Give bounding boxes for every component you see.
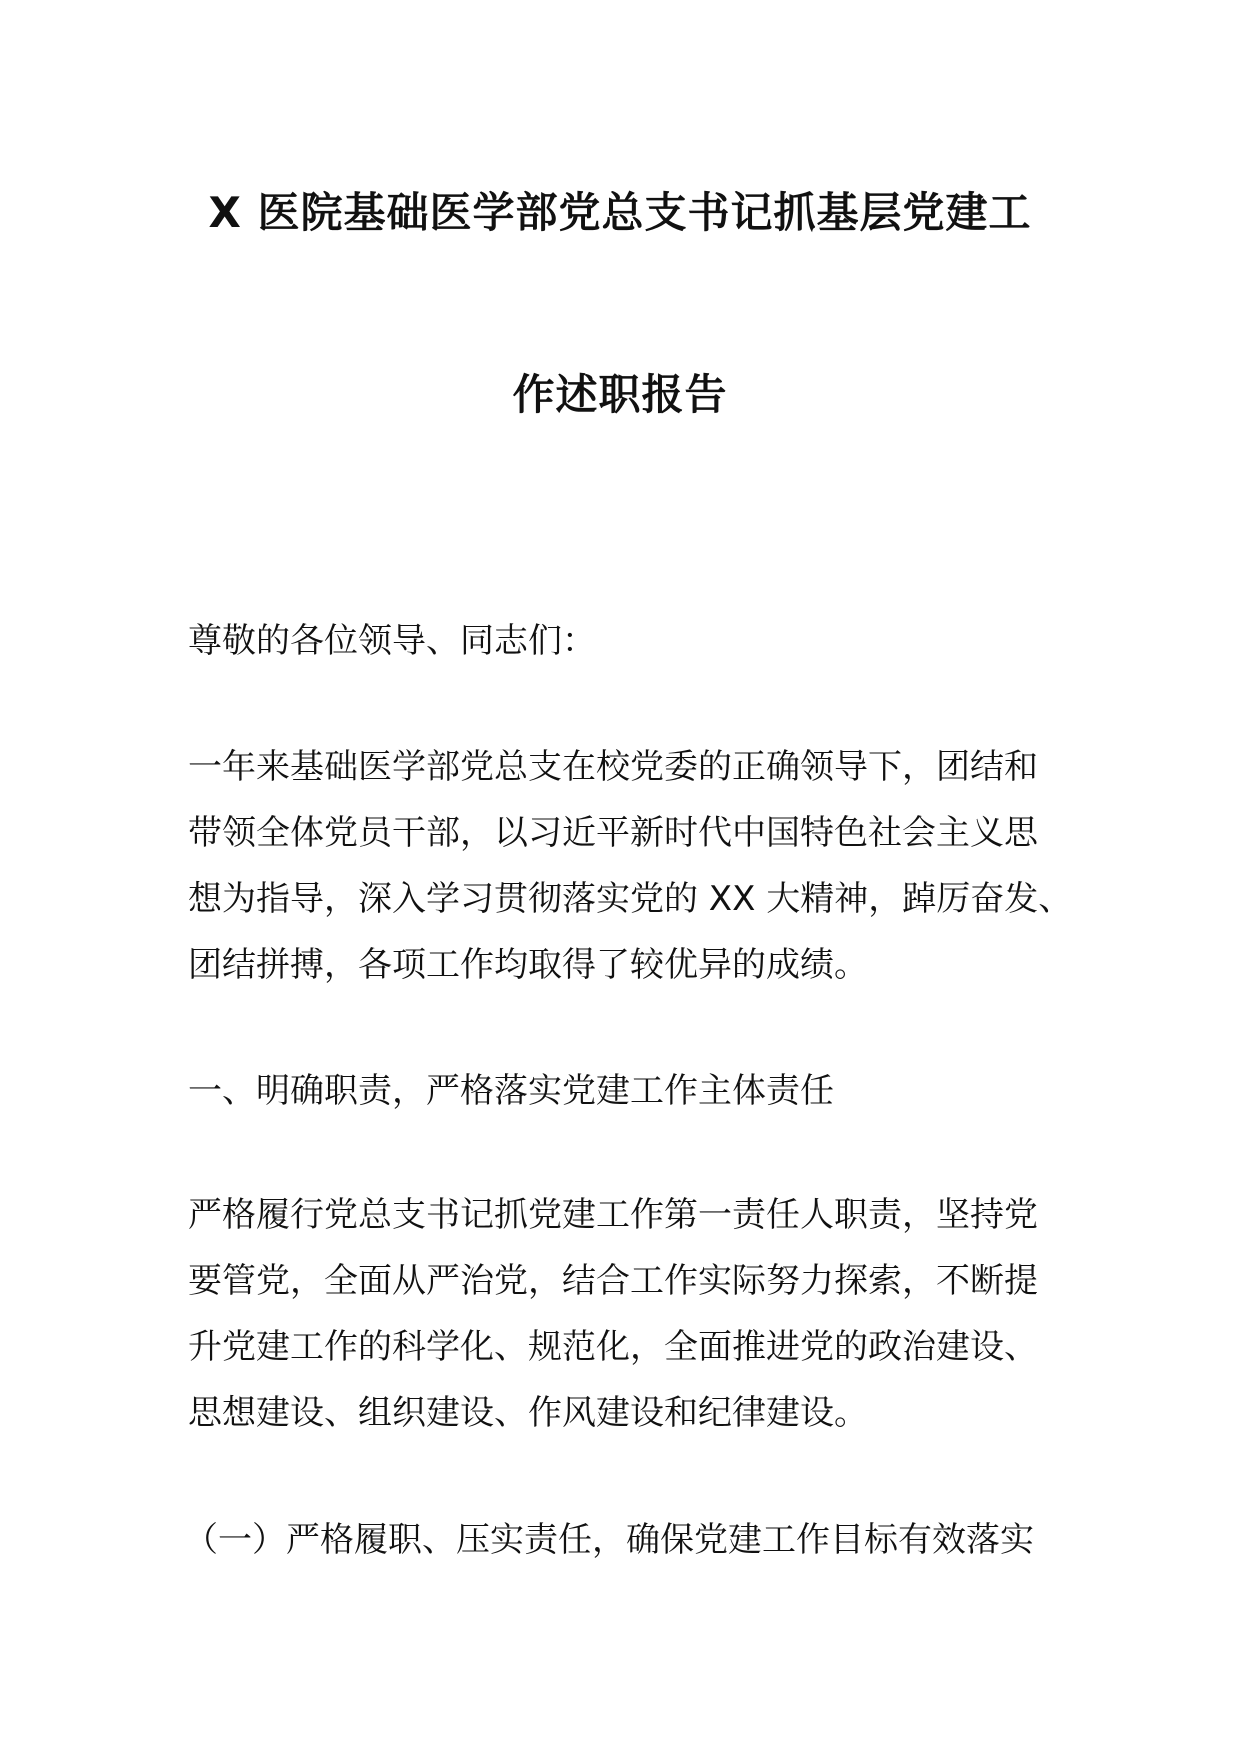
document-title-line-1: X 医院基础医学部党总支书记抓基层党建工 (208, 188, 1032, 237)
paragraph-1 (188, 734, 1073, 998)
paragraph-1-line: 一年来基础医学部党总支在校党委的正确领导下，团结和 (188, 747, 1038, 787)
greeting (188, 608, 1058, 674)
paragraph-2-line: 要管党，全面从严治党，结合工作实际努力探索，不断提 (188, 1261, 1038, 1301)
paragraph-2 (188, 1182, 1058, 1446)
paragraph-2-line: 升党建工作的科学化、规范化，全面推进党的政治建设、 (188, 1327, 1038, 1367)
section-heading-1 (188, 1058, 1058, 1124)
document-title-line-2: 作述职报告 (512, 370, 728, 419)
section-heading-1-text: 一、明确职责，严格落实党建工作主体责任 (188, 1071, 834, 1111)
paragraph-2-line: 严格履行党总支书记抓党建工作第一责任人职责，坚持党 (188, 1195, 1038, 1235)
greeting-text: 尊敬的各位领导、同志们： (188, 621, 596, 661)
subsection-heading-1-text: （一）严格履职、压实责任，确保党建工作目标有效落实 (184, 1520, 1034, 1560)
subsection-heading-1 (184, 1507, 1054, 1573)
paragraph-1-line: 想为指导，深入学习贯彻落实党的 XX 大精神，踔厉奋发、 (188, 879, 1073, 919)
paragraph-1-line: 团结拼搏，各项工作均取得了较优异的成绩。 (188, 945, 868, 985)
paragraph-2-line: 思想建设、组织建设、作风建设和纪律建设。 (188, 1393, 868, 1433)
paragraph-1-line: 带领全体党员干部，以习近平新时代中国特色社会主义思 (188, 813, 1038, 853)
